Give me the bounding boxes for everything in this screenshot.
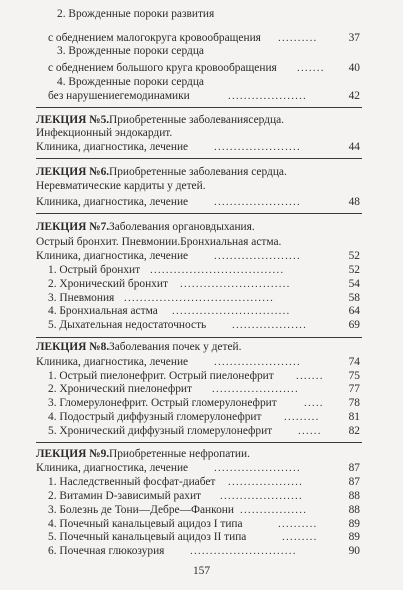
toc-page-ref: 88	[348, 504, 360, 516]
toc-page-ref: 44	[348, 141, 360, 153]
toc-entry-text: 3. Болезнь де Тони—Дебре—Фанкони	[48, 504, 234, 516]
toc-page-ref: 89	[348, 518, 360, 530]
toc-entry-text: 3. Гломерулонефрит. Острый гломерулонефрит	[48, 397, 277, 409]
toc-entry-text: 1. Острый бронхит	[48, 264, 141, 276]
dot-leader: ....................	[228, 90, 307, 102]
dot-leader: ..........	[278, 32, 318, 44]
section-divider	[36, 337, 362, 338]
lecture-title: Приобретенные заболеваниясердца.	[109, 114, 284, 126]
toc-entry-text: 3. Пневмония	[48, 292, 115, 304]
dot-leader: .................	[240, 504, 308, 516]
toc-entry-text: 1. Острый пиелонефрит. Острый пиелонефрит	[48, 370, 274, 382]
lecture-label: ЛЕКЦИЯ №8.	[36, 341, 110, 353]
toc-page-ref: 48	[348, 196, 360, 208]
lecture-title: Заболевания органовдыхания.	[109, 221, 255, 233]
lecture-subtitle: Острый бронхит. Пневмонии.Бронхиальная астма.	[36, 236, 282, 248]
lecture-label: ЛЕКЦИЯ №6.	[36, 166, 110, 178]
toc-entry-text: 5. Хронический диффузный гломерулонефрит	[48, 425, 273, 437]
toc-page-ref: 75	[348, 370, 360, 382]
dot-leader: ..........	[278, 518, 318, 530]
dot-leader: .........	[282, 531, 318, 543]
toc-entry-text: с обеднением малогокруга кровообращения	[48, 32, 261, 44]
dot-leader: ......................	[214, 196, 301, 208]
lecture-label: ЛЕКЦИЯ №9.	[36, 448, 110, 460]
toc-entry-text: 6. Почечная глюкозурия	[48, 545, 165, 557]
toc-entry-text: 4. Врожденные пороки сердца	[57, 76, 204, 88]
toc-page-ref: 87	[348, 476, 360, 488]
page-number: 157	[192, 565, 211, 577]
toc-entry-text: 1. Наследственный фосфат-диабет	[48, 476, 216, 488]
dot-leader: ...................	[228, 476, 304, 488]
toc-entry-text: 2. Хронический пиелонефрит	[48, 383, 192, 395]
dot-leader: .........	[284, 411, 320, 423]
toc-page-ref: 90	[348, 545, 360, 557]
toc-entry-text: 4. Бронхиальная астма	[48, 305, 158, 317]
dot-leader: ......................	[212, 383, 299, 395]
lecture-title: Приобретенные заболевания сердца.	[109, 166, 287, 178]
dot-leader: .....................	[220, 490, 303, 502]
toc-page-ref: 74	[348, 356, 360, 368]
toc-page-ref: 77	[348, 383, 360, 395]
toc-page-ref: 37	[348, 32, 360, 44]
toc-entry-text: с обеднением большого круга кровообращения	[48, 62, 277, 74]
toc-entry-text: Клиника, диагностика, лечение	[36, 356, 189, 368]
section-divider	[36, 442, 362, 443]
dot-leader: ......................	[214, 462, 301, 474]
toc-entry-text: 2. Врожденные пороки развития	[57, 8, 215, 20]
dot-leader: ......	[298, 425, 322, 437]
toc-page-ref: 40	[348, 62, 360, 74]
lecture-title: Заболевания почек у детей.	[109, 341, 242, 353]
toc-page-ref: 82	[348, 425, 360, 437]
dot-leader: .......	[296, 370, 324, 382]
dot-leader: .....	[304, 397, 324, 409]
toc-entry-text: без нарушениегемодинамики	[48, 90, 190, 102]
toc-entry-text: Клиника, диагностика, лечение	[36, 141, 189, 153]
toc-entry-text: 5. Дыхательная недостаточность	[48, 319, 207, 331]
toc-entry-text: 3. Врожденные пороки сердца	[57, 45, 204, 57]
dot-leader: ......................	[214, 356, 301, 368]
lecture-label: ЛЕКЦИЯ №7.	[36, 221, 110, 233]
toc-entry-text: Клиника, диагностика, лечение	[36, 196, 189, 208]
dot-leader: ......................	[214, 250, 301, 262]
lecture-subtitle: Инфекционный эндокардит.	[36, 127, 173, 139]
lecture-subtitle: Неревматические кардиты у детей.	[36, 180, 206, 192]
dot-leader: ......................	[214, 141, 301, 153]
dot-leader: ............................	[180, 278, 291, 290]
toc-page-ref: 52	[348, 250, 360, 262]
toc-page-ref: 42	[348, 90, 360, 102]
toc-page-ref: 52	[348, 264, 360, 276]
toc-entry-text: Клиника, диагностика, лечение	[36, 462, 189, 474]
toc-page-ref: 87	[348, 462, 360, 474]
toc-page-ref: 78	[348, 397, 360, 409]
dot-leader: ......................................	[124, 292, 275, 304]
section-divider	[36, 213, 362, 214]
dot-leader: .......	[297, 62, 325, 74]
toc-page-ref: 81	[348, 411, 360, 423]
dot-leader: ...........................	[190, 545, 297, 557]
toc-entry-text: 2. Хронический бронхит	[48, 278, 168, 290]
toc-page-ref: 69	[348, 319, 360, 331]
section-divider	[36, 158, 362, 159]
toc-page-ref: 64	[348, 305, 360, 317]
toc-entry-text: Клиника, диагностика, лечение	[36, 250, 189, 262]
toc-page-ref: 89	[348, 531, 360, 543]
dot-leader: ..................................	[150, 264, 285, 276]
lecture-label: ЛЕКЦИЯ №5.	[36, 114, 110, 126]
toc-entry-text: 4. Подострый диффузный гломерулонефрит	[48, 411, 262, 423]
dot-leader: ...................	[232, 319, 308, 331]
section-divider	[36, 107, 362, 108]
toc-page-ref: 88	[348, 490, 360, 502]
lecture-title: Приобретенные нефропатии.	[109, 448, 250, 460]
toc-page-ref: 58	[348, 292, 360, 304]
toc-page-ref: 54	[348, 278, 360, 290]
dot-leader: ..............................	[172, 305, 291, 317]
toc-entry-text: 4. Почечный канальцевый ацидоз I типа	[48, 518, 243, 530]
toc-entry-text: 2. Витамин D-зависимый рахит	[48, 490, 202, 502]
toc-entry-text: 5. Почечный канальцевый ацидоз II типа	[48, 531, 247, 543]
